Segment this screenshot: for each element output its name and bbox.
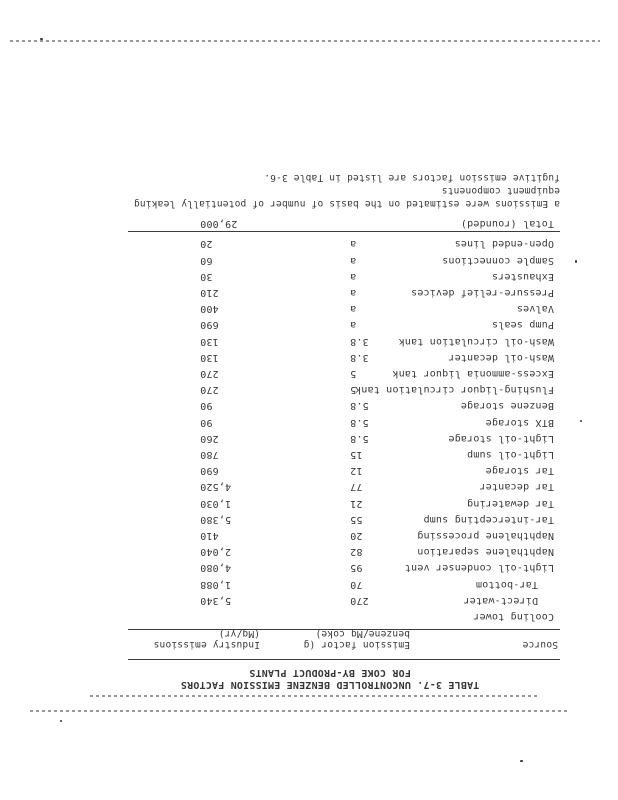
row-industry-emissions: 270 <box>200 384 219 396</box>
row-source: Light-oil sump <box>466 449 554 460</box>
table-row <box>128 250 560 266</box>
footnote-line-3: equipment components <box>441 185 560 197</box>
row-industry-emissions: 90 <box>200 416 213 428</box>
row-source: Benzene storage <box>460 400 554 412</box>
row-source: Tar-bottom <box>475 578 538 590</box>
table-row <box>128 347 560 363</box>
header-top-rule <box>128 659 560 660</box>
row-source: Exhausters <box>491 270 554 282</box>
table-row <box>128 233 560 249</box>
table-row <box>128 574 560 590</box>
table-row <box>128 606 560 622</box>
row-emission-factor: 270 <box>350 594 369 606</box>
row-source: Open-ended lines <box>454 238 554 250</box>
row-industry-emissions: 780 <box>200 449 219 460</box>
row-emission-factor: a <box>350 270 357 282</box>
row-emission-factor: 55 <box>350 513 363 525</box>
row-emission-factor: 82 <box>350 546 363 558</box>
table-row <box>128 331 560 347</box>
row-source: Direct-water <box>463 594 538 606</box>
row-emission-factor: 3.8 <box>350 351 369 363</box>
table-row <box>128 541 560 557</box>
row-emission-factor: 15 <box>350 449 363 460</box>
row-source: Pressure-relief devices <box>410 287 554 298</box>
row-source: Light-oil condenser vent <box>404 562 554 574</box>
row-emission-factor: 5.8 <box>350 400 369 412</box>
table-title: TABLE 3-7. UNCONTROLLED BENZENE EMISSION FACTORS <box>180 679 480 690</box>
row-industry-emissions: 1,088 <box>200 578 232 590</box>
row-source: Wash-oil circulation tank <box>398 335 554 347</box>
row-emission-factor: a <box>350 319 357 331</box>
row-source: Total (rounded) <box>460 218 554 230</box>
row-source: Naphthalene processing <box>417 530 554 541</box>
row-source: Flushing-liquor circulation tank <box>354 384 554 396</box>
row-emission-factor: 3.8 <box>350 335 369 347</box>
row-industry-emissions: 1,030 <box>200 497 232 509</box>
row-industry-emissions: 2,040 <box>200 546 232 558</box>
row-source: Excess-ammonia liquor tank <box>392 368 554 379</box>
row-emission-factor: a <box>350 287 357 298</box>
row-source: Tar dewatering <box>466 497 554 509</box>
row-industry-emissions: 4,520 <box>200 481 232 493</box>
column-header-source: Source <box>522 639 558 650</box>
table-row <box>128 525 560 541</box>
row-emission-factor: 70 <box>350 578 363 590</box>
row-industry-emissions: 130 <box>200 335 219 347</box>
table-row <box>128 476 560 492</box>
row-industry-emissions: 4,080 <box>200 562 232 574</box>
table-row <box>128 590 560 606</box>
column-header-industry: Industry emissions (Mg/yr) <box>153 628 260 650</box>
table-row <box>128 395 560 411</box>
row-emission-factor: 95 <box>350 562 363 574</box>
table-row <box>128 363 560 379</box>
row-industry-emissions: 20 <box>200 238 213 250</box>
row-industry-emissions: 60 <box>200 254 213 266</box>
row-industry-emissions: 410 <box>200 530 219 541</box>
total-rule <box>128 231 560 232</box>
row-emission-factor: 21 <box>350 497 363 509</box>
row-source: Light-oil storage <box>448 432 554 444</box>
row-industry-emissions: 29,000 <box>200 218 238 230</box>
table-row <box>128 460 560 476</box>
row-industry-emissions: 400 <box>200 303 219 315</box>
row-emission-factor: a <box>350 254 357 266</box>
row-industry-emissions: 30 <box>200 270 213 282</box>
row-source: Wash-oil decanter <box>448 351 554 363</box>
footnote-line-2: fugitive emission factors are listed in Table 3-6. <box>264 172 560 184</box>
row-source: Pump seals <box>491 319 554 331</box>
row-source: Naphthalene separation <box>417 546 554 558</box>
row-source: Sample connections <box>442 254 554 266</box>
row-source: BTX storage <box>485 416 554 428</box>
row-emission-factor: 5 <box>350 368 357 379</box>
row-industry-emissions: 210 <box>200 287 219 298</box>
row-source: Valves <box>516 303 554 315</box>
table-row <box>128 557 560 573</box>
row-industry-emissions: 130 <box>200 351 219 363</box>
table-row <box>128 444 560 460</box>
table-row <box>128 379 560 395</box>
table-row <box>128 266 560 282</box>
row-source: Tar storage <box>485 465 554 477</box>
column-header-factor: Emission factor (g benzene/Mg coke) <box>303 628 410 650</box>
row-emission-factor: 5.8 <box>350 432 369 444</box>
table-row <box>128 314 560 330</box>
row-emission-factor: 77 <box>350 481 363 493</box>
row-emission-factor: a <box>350 303 357 315</box>
row-industry-emissions: 270 <box>200 368 219 379</box>
row-industry-emissions: 5,380 <box>200 513 232 525</box>
row-industry-emissions: 5,340 <box>200 594 232 606</box>
row-industry-emissions: 690 <box>200 319 219 331</box>
row-industry-emissions: 90 <box>200 400 213 412</box>
row-emission-factor: 5.8 <box>350 416 369 428</box>
table-row <box>128 428 560 444</box>
row-emission-factor: 12 <box>350 465 363 477</box>
header-bottom-rule <box>128 629 560 630</box>
table-row <box>128 213 560 229</box>
table-row <box>128 412 560 428</box>
table-row <box>128 298 560 314</box>
row-emission-factor: 20 <box>350 530 363 541</box>
row-source: Tar decanter <box>479 481 554 493</box>
row-source: Tar-intercepting sump <box>423 513 554 525</box>
row-industry-emissions: 690 <box>200 465 219 477</box>
table-subtitle: FOR COKE BY-PRODUCT PLANTS <box>249 667 411 678</box>
footnote-line-1: a Emissions were estimated on the basis of number of potentially leaking <box>133 198 560 210</box>
row-emission-factor: 5 <box>350 384 357 396</box>
table-row <box>128 509 560 525</box>
row-industry-emissions: 260 <box>200 432 219 444</box>
row-source: Cooling tower <box>473 611 554 622</box>
table-row <box>128 282 560 298</box>
row-emission-factor: a <box>350 238 357 250</box>
table-row <box>128 493 560 509</box>
